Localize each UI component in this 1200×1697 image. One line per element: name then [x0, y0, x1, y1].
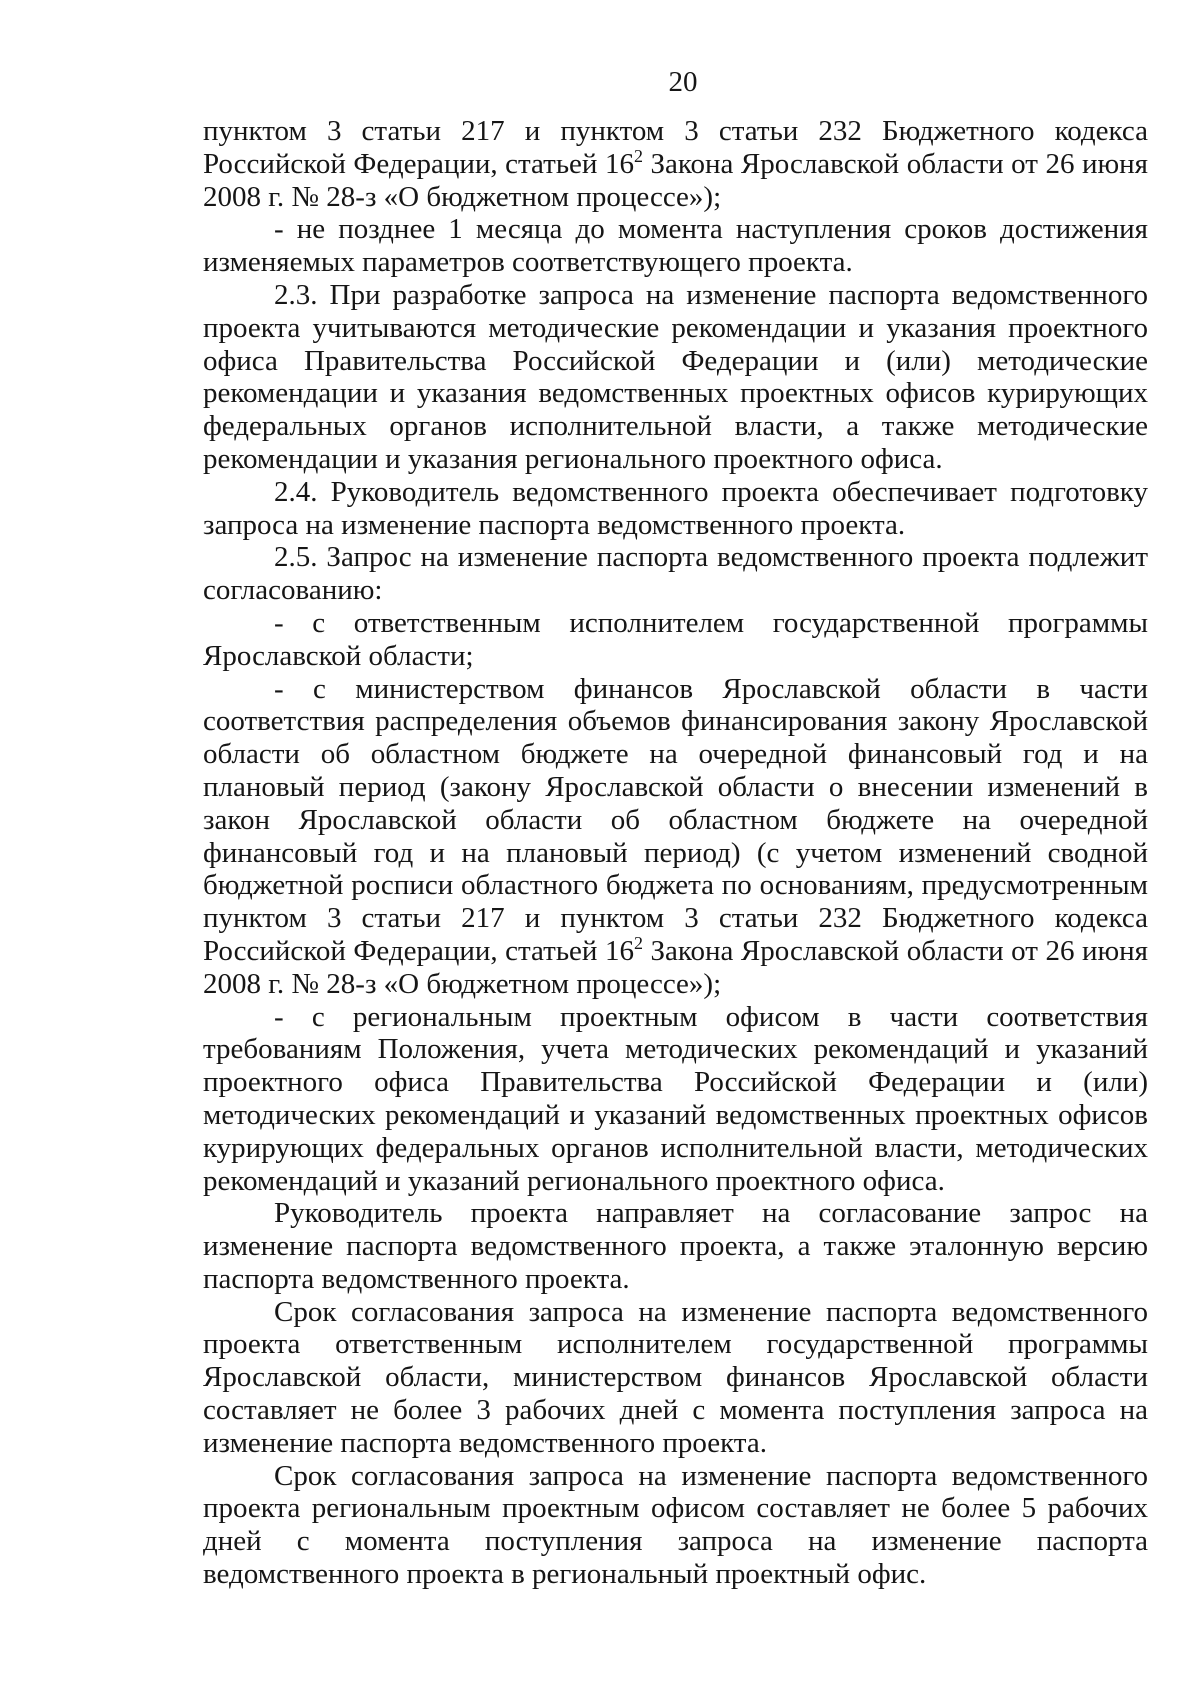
paragraph	[203, 279, 1148, 476]
paragraph-text: Закона Ярославской области от 26 июня 2008 г. № 28-з «О бюджетном процессе»);	[203, 147, 1149, 213]
paragraph	[203, 1197, 1148, 1295]
paragraph	[203, 673, 1148, 1001]
paragraph	[203, 541, 1148, 607]
paragraph-text: Срок согласования запроса на изменение паспорта ведомственного проекта ответственным исполнителем государственной программы Ярославской области, министерством финансов Ярославской области составляет не более 3 рабочих дней с момента поступления запроса на изменение паспорта ведомственного проекта.	[203, 1295, 1148, 1459]
paragraph-text: 2.4. Руководитель ведомственного проекта обеспечивает подготовку запроса на изменение паспорта ведомственного проекта.	[203, 475, 1148, 541]
footnote-superscript: 2	[633, 932, 643, 953]
paragraph	[203, 1460, 1148, 1591]
paragraph-text: - с региональным проектным офисом в части соответствия требованиям Положения, учета методических рекомендаций и указаний проектного офиса Правительства Российской Федерации и (или) методических рекомендаций и указаний ведомственных проектных офисов курирующих федеральных органов исполнительной власти, методических рекомендаций и указаний регионального проектного офиса.	[203, 1000, 1148, 1197]
paragraph-text: Руководитель проекта направляет на согласование запрос на изменение паспорта ведомственного проекта, а также эталонную версию паспорта ведомственного проекта.	[203, 1197, 1148, 1295]
footnote-superscript: 2	[633, 145, 643, 166]
paragraph-text: пунктом 3 статьи 217 и пунктом 3 статьи 232 Бюджетного кодекса Российской Федерации, статьей 16	[203, 115, 1148, 180]
page-number: 20	[668, 66, 698, 98]
paragraph	[203, 213, 1148, 279]
paragraph	[203, 607, 1148, 673]
paragraph-text: 2.5. Запрос на изменение паспорта ведомственного проекта подлежит согласованию:	[203, 541, 1148, 607]
paragraph-text: - с ответственным исполнителем государственной программы Ярославской области;	[203, 606, 1148, 672]
paragraph	[203, 1296, 1148, 1460]
paragraph	[203, 115, 1148, 213]
paragraph	[203, 1001, 1148, 1198]
paragraph-text: Срок согласования запроса на изменение паспорта ведомственного проекта региональным проектным офисом составляет не более 5 рабочих дней с момента поступления запроса на изменение паспорта ведомственного проекта в региональный проектный офис.	[203, 1459, 1148, 1591]
paragraph-text: - с министерством финансов Ярославской области в части соответствия распределения объемов финансирования закону Ярославской области об областном бюджете на очередной финансовый год и на плановый период (закону Ярославской области о внесении изменений в закон Ярославской области об областном бюджете на очередной финансовый год и на плановый период) (с учетом изменений сводной бюджетной росписи областного бюджета по основаниям, предусмотренным пунктом 3 статьи 217 и пунктом 3 статьи 232 Бюджетного кодекса Российской Федерации, статьей 16	[203, 672, 1148, 967]
paragraph-text: - не позднее 1 месяца до момента наступления сроков достижения изменяемых параметров соответствующего проекта.	[203, 213, 1148, 279]
document-body	[203, 115, 1148, 1591]
paragraph	[203, 476, 1148, 542]
paragraph-text: 2.3. При разработке запроса на изменение паспорта ведомственного проекта учитываются методические рекомендации и указания проектного офиса Правительства Российской Федерации и (или) методические рекомендации и указания ведомственных проектных офисов курирующих федеральных органов исполнительной власти, а также методические рекомендации и указания регионального проектного офиса.	[203, 278, 1148, 475]
paragraph-text: Закона Ярославской области от 26 июня 2008 г. № 28-з «О бюджетном процессе»);	[203, 934, 1149, 1000]
